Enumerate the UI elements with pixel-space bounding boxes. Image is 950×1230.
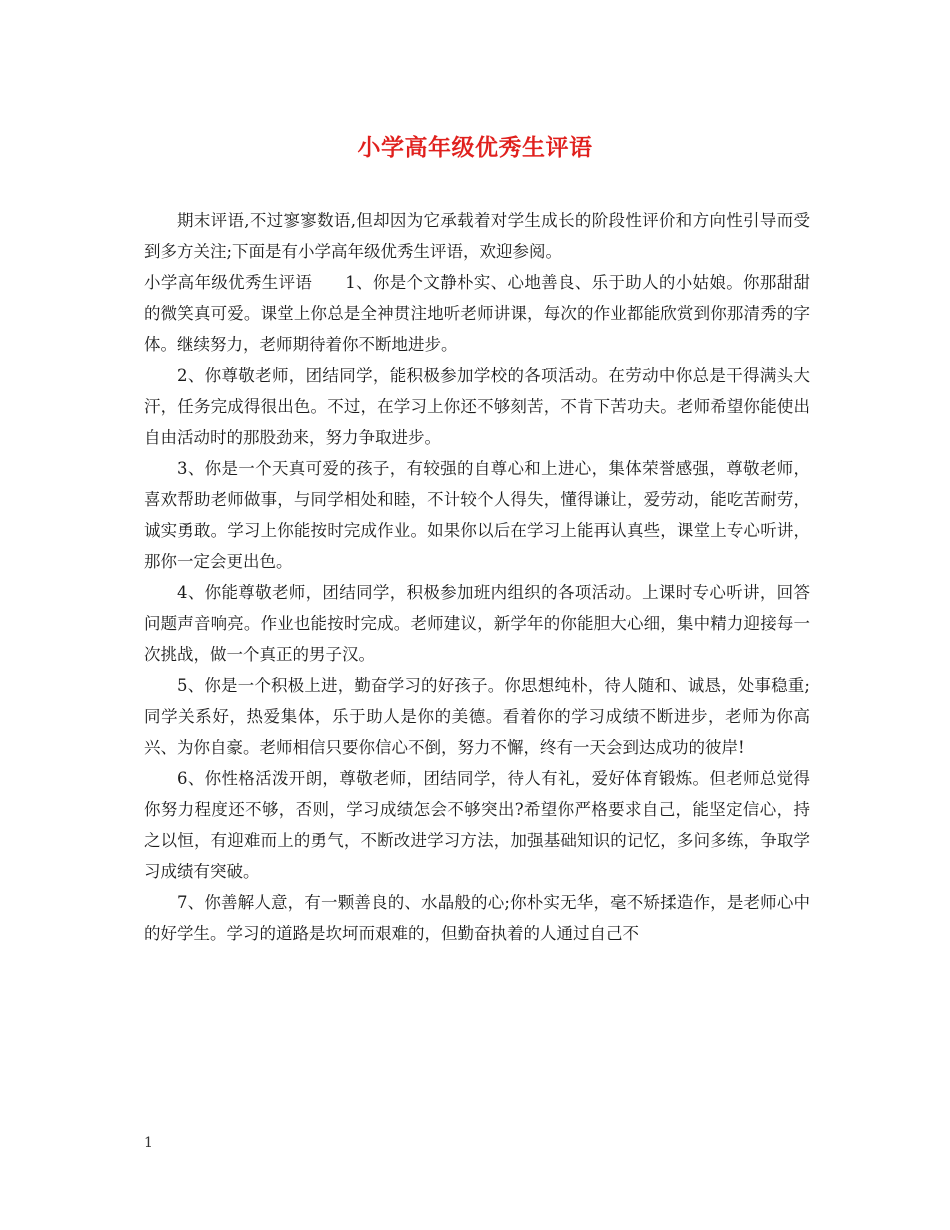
comment-paragraph-5: 5、你是一个积极上进，勤奋学习的好孩子。你思想纯朴，待人随和、诚恳，处事稳重;同学关系好，热爱集体，乐于助人是你的美德。看着你的学习成绩不断进步，老师为你高兴、为你自豪。老师相信只要你信心不倒，努力不懈，终有一天会到达成功的彼岸! — [144, 676, 810, 757]
comment-paragraph-2: 2、你尊敬老师，团结同学，能积极参加学校的各项活动。在劳动中你总是干得满头大汗，任务完成得很出色。不过，在学习上你还不够刻苦，不肯下苦功夫。老师希望你能使出自由活动时的那股劲来，努力争取进步。 — [144, 366, 810, 447]
comment-paragraph-3: 3、你是一个天真可爱的孩子，有较强的自尊心和上进心，集体荣誉感强，尊敬老师，喜欢帮助老师做事，与同学相处和睦，不计较个人得失，懂得谦让，爱劳动，能吃苦耐劳，诚实勇敢。学习上你能按时完成作业。如果你以后在学习上能再认真些，课堂上专心听讲，那你一定会更出色。 — [144, 459, 810, 571]
comment-paragraph-1 — [144, 267, 810, 360]
page-number: 1 — [144, 1135, 153, 1151]
comment-paragraph-4: 4、你能尊敬老师，团结同学，积极参加班内组织的各项活动。上课时专心听讲，回答问题声音响亮。作业也能按时完成。老师建议，新学年的你能胆大心细，集中精力迎接每一次挑战，做一个真正的男子汉。 — [144, 583, 810, 664]
comment-text-1: 1、你是个文静朴实、心地善良、乐于助人的小姑娘。你那甜甜的微笑真可爱。课堂上你总是全神贯注地听老师讲课，每次的作业都能欣赏到你那清秀的字体。继续努力，老师期待着你不断地进步。 — [144, 273, 811, 354]
document-body — [144, 205, 810, 949]
comment-paragraph-7: 7、你善解人意，有一颗善良的、水晶般的心;你朴实无华，毫不矫揉造作，是老师心中的好学生。学习的道路是坎坷而艰难的，但勤奋执着的人通过自己不 — [144, 893, 810, 943]
section-heading: 小学高年级优秀生评语 — [144, 273, 313, 292]
intro-paragraph: 期末评语,不过寥寥数语,但却因为它承载着对学生成长的阶段性评价和方向性引导而受到多方关注;下面是有小学高年级优秀生评语，欢迎参阅。 — [144, 211, 810, 261]
document-title: 小学高年级优秀生评语 — [357, 134, 593, 161]
comment-paragraph-6: 6、你性格活泼开朗，尊敬老师，团结同学，待人有礼，爱好体育锻炼。但老师总觉得你努力程度还不够，否则，学习成绩怎会不够突出?希望你严格要求自己，能坚定信心，持之以恒，有迎难而上的勇气，不断改进学习方法，加强基础知识的记忆，多问多练，争取学习成绩有突破。 — [144, 769, 810, 881]
